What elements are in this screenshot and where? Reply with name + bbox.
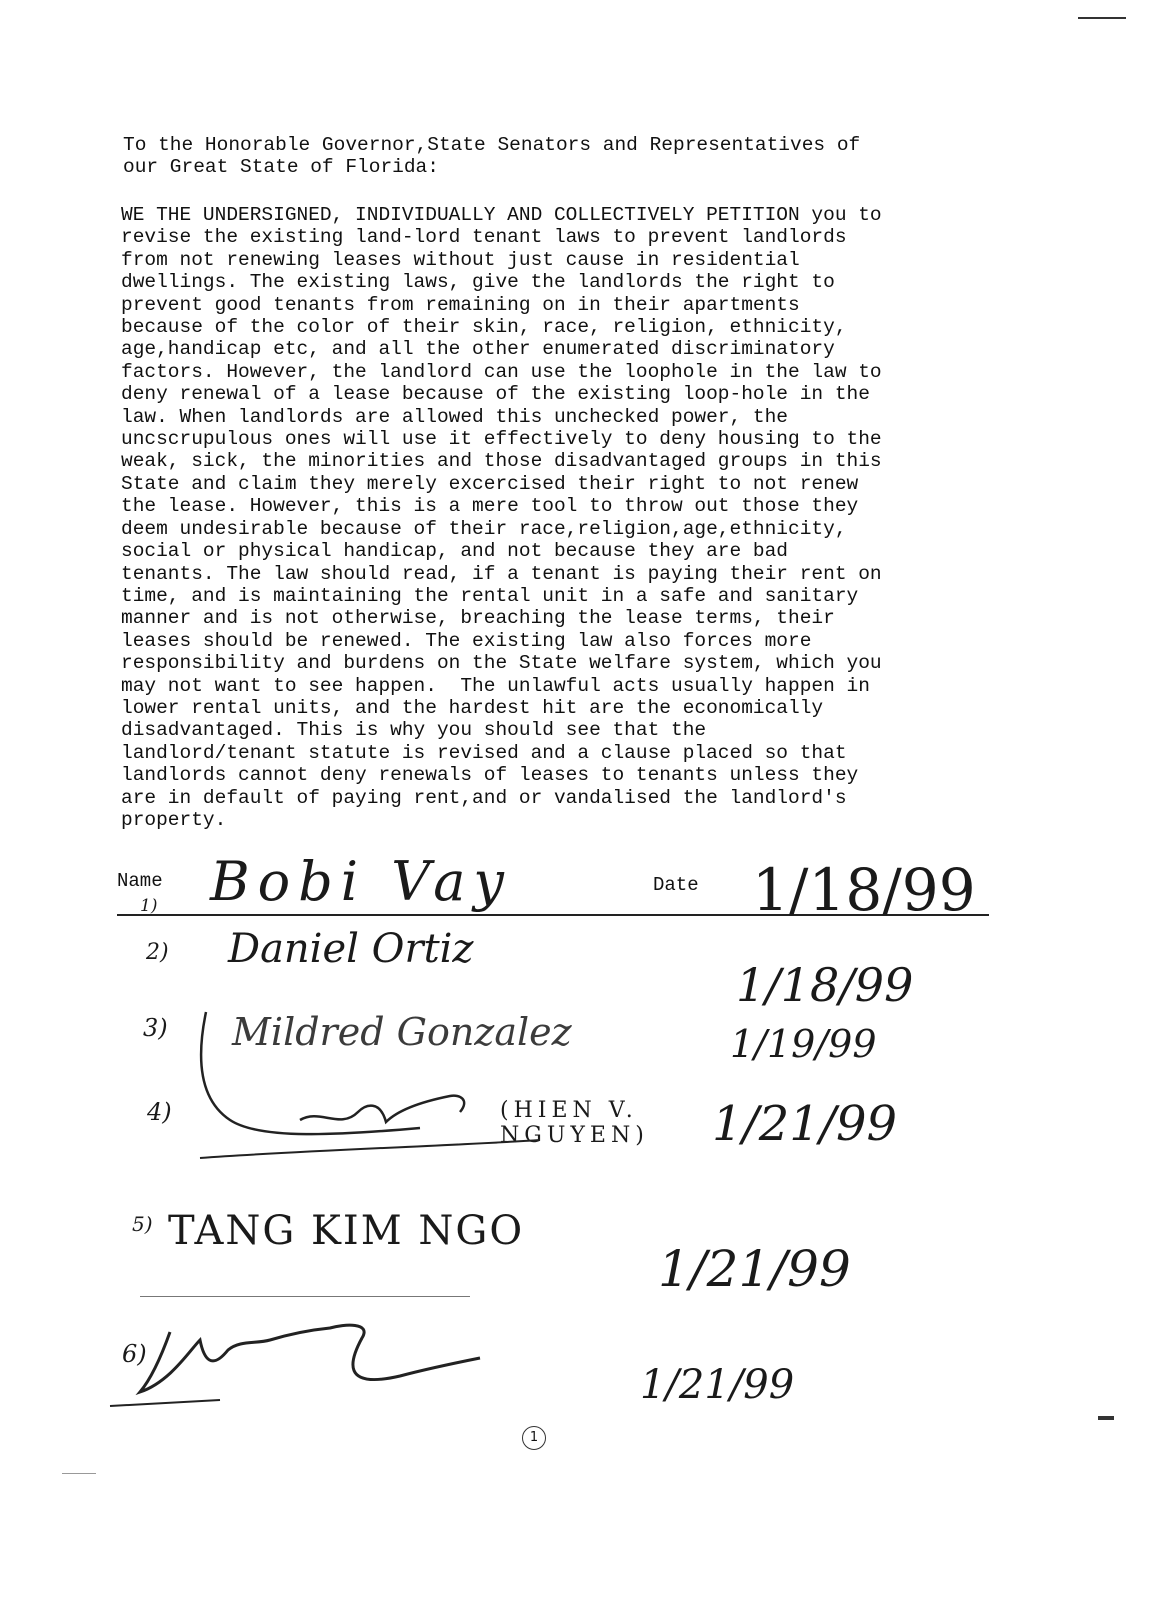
signature: Bobi Vay [210,850,512,913]
petition-line: deem undesirable because of their race,religion,age,ethnicity, [121,517,847,540]
entry-number: 5) [132,1212,153,1236]
petition-line: leases should be renewed. The existing law also forces more [121,629,812,652]
entry-number: 6) [122,1340,147,1368]
name-label: Name [117,870,163,892]
petition-line: from not renewing leases without just cause in residential [121,248,800,271]
petition-line: lower rental units, and the hardest hit are the economically [121,696,824,719]
petition-line: landlords cannot deny renewals of leases to tenants unless they [121,764,859,787]
petition-line: State and claim they merely excercised their right to not renew [121,472,859,495]
salutation-line: our Great State of Florida: [123,156,439,178]
petition-line: disadvantaged. This is why you should see that the [121,719,707,742]
scan-mark [1078,17,1126,19]
entry-date: 1/21/99 [712,1096,898,1152]
entry-date: 1/18/99 [752,856,976,924]
entry-number: 4) [147,1098,172,1126]
petition-line: deny renewal of a lease because of the existing loop-hole in the [121,383,870,406]
petition-line: manner and is not otherwise, breaching the lease terms, their [121,607,835,630]
scan-mark [1098,1416,1114,1420]
petition-line: law. When landlords are allowed this unchecked power, the [121,405,789,428]
signature: Mildred Gonzalez [232,1010,572,1054]
salutation-line: To the Honorable Governor,State Senators and Representatives of [123,134,861,156]
petition-body [121,204,1021,831]
entry-date: 1/19/99 [730,1022,877,1066]
petition-line: uncscrupulous ones will use it effectively to deny housing to the [121,428,882,451]
signature-underline [140,1296,470,1297]
petition-line: time, and is maintaining the rental unit in a safe and sanitary [121,584,859,607]
petition-line: may not want to see happen. The unlawful acts usually happen in [121,674,870,697]
date-label: Date [653,874,699,896]
petition-line: the lease. However, this is a mere tool to throw out those they [121,495,859,518]
petition-line: tenants. The law should read, if a tenant is paying their rent on [121,562,882,585]
entry-number: 3) [143,1014,168,1042]
petition-line: because of the color of their skin, race, religion, ethnicity, [121,316,847,339]
petition-line: prevent good tenants from remaining on in their apartments [121,293,800,316]
salutation [123,134,1003,178]
signature: TANG KIM NGO [168,1208,525,1254]
petition-line: factors. However, the landlord can use the loophole in the law to [121,360,882,383]
signature: Daniel Ortiz [228,926,474,972]
entry-date: 1/21/99 [658,1240,851,1298]
scan-mark [62,1473,96,1474]
entry-date: 1/21/99 [640,1362,795,1408]
entry-number: 2) [146,940,169,965]
petition-line: responsibility and burdens on the State welfare system, which you [121,652,882,675]
signature-scribble [190,1000,750,1180]
petition-line: are in default of paying rent,and or vandalised the landlord's [121,786,847,809]
petition-line: landlord/tenant statute is revised and a clause placed so that [121,741,847,764]
entry-date: 1/18/99 [736,958,914,1012]
petition-line: dwellings. The existing laws, give the landlords the right to [121,271,835,294]
petition-line: WE THE UNDERSIGNED, INDIVIDUALLY AND COLLECTIVELY PETITION you to [121,204,882,226]
petition-line: revise the existing land-lord tenant laws to prevent landlords [121,226,847,249]
entry-number: 1) [140,896,158,916]
petition-line: weak, sick, the minorities and those disadvantaged groups in this [121,450,882,473]
signature-scribble [100,1310,520,1420]
printed-name: (HIEN V. NGUYEN) [500,1098,649,1148]
petition-line: social or physical handicap, and not because they are bad [121,540,789,563]
petition-line: property. [121,808,227,831]
petition-line: age,handicap etc, and all the other enumerated discriminatory [121,338,835,361]
page-number: 1 [522,1426,546,1450]
